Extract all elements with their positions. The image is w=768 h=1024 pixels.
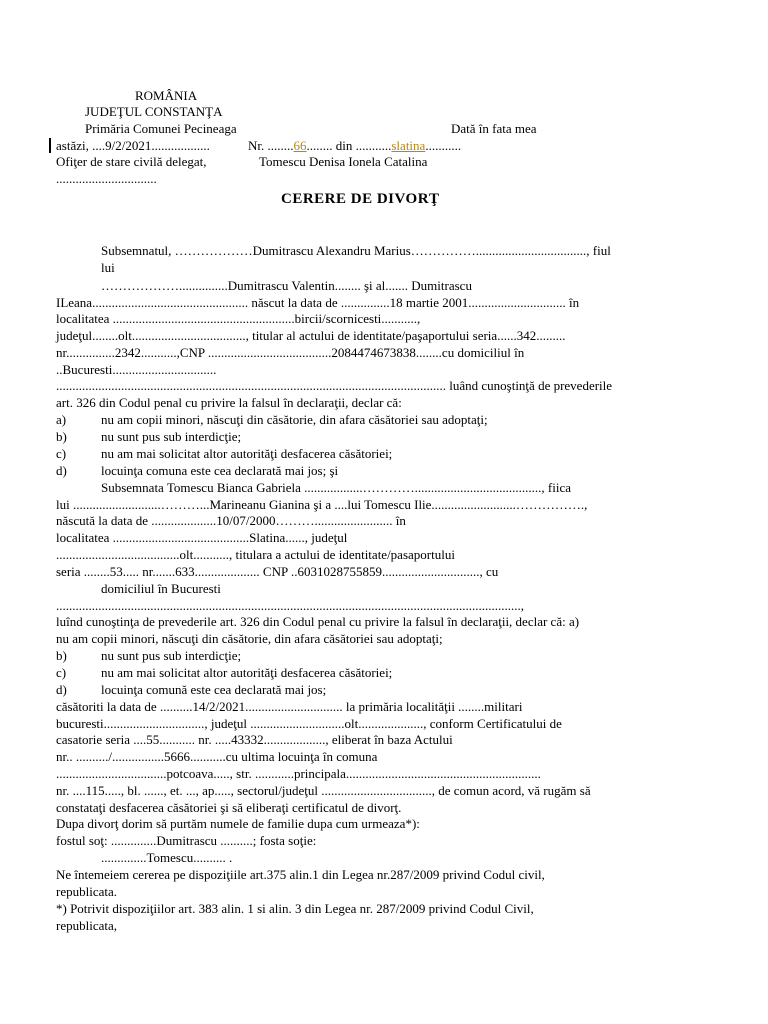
nr-value-link[interactable]: 66 [293,138,307,153]
body-line: căsătoriti la data de ..........14/2/2021.............................. la primăria localităţii ........militari [56,699,523,714]
body-line: născută la data de ....................10/07/2000………........................ în [56,513,406,528]
body-line: nu sunt pus sub interdicţie; [101,429,242,444]
body-line: constataţi desfacerea căsătoriei şi să eliberaţi certificatul de divorţ. [56,800,402,815]
text-cursor [49,138,51,153]
body-line: ..................................potcoava....., str. ............principala............................................................ [56,766,541,781]
body-line: nu am mai solicitat altor autorităţi desfacerea căsătoriei; [101,665,393,680]
body-line: locuinţa comuna este cea declarată mai jos; şi [101,463,339,478]
body-line: nu am mai solicitat altor autorităţi desfacerea căsătoriei; [101,446,393,461]
body-line: ………………...............Dumitrascu Valentin........ şi al....... Dumitrascu [101,278,472,293]
today-dots: .................. [151,138,210,153]
body-line: ..............Tomescu.......... . [101,850,233,865]
body-line: localitatea ..........................................Slatina......, judeţul [56,530,348,545]
body-line: nr...............2342...........,CNP ......................................2084474673838........cu domiciliul în [56,345,525,360]
body-line: domiciliul în Bucuresti [101,581,221,596]
body-line: bucuresti..............................., judeţul .............................olt...................., conform Certificatului de [56,716,562,731]
nr-dots: ........ din ........... [306,138,392,153]
din-value-link[interactable]: slatina [391,138,426,153]
body-line: b) [56,429,67,444]
header-date-label: Dată în fata mea [451,121,537,136]
body-line: nu am copii minori, născuţi din căsătorie, din afara căsătoriei sau adoptaţi; [101,412,488,427]
body-line: ILeana................................................ născut la data de ...............18 martie 2001.............................. în [56,295,580,310]
officer-dots: ............................... [56,171,157,186]
body-line: nr. ....115....., bl. ......, et. ..., ap....., sectorul/judeţul .................................., de comun acord, vă rugăm să [56,783,591,798]
document-title: CERERE DE DIVORŢ [281,191,440,207]
today-date: 9/2/2021 [105,138,152,153]
nr-prefix: Nr. ........ [248,138,294,153]
header-country: ROMÂNIA [135,88,198,103]
body-line: fostul soţ: ..............Dumitrascu ..........; fosta soţie: [56,833,317,848]
body-line: d) [56,463,67,478]
body-line: nr.. ........../................5666...........cu ultima locuinţa în comuna [56,749,378,764]
header-today-line [56,138,210,155]
body-line: republicata, [56,918,117,933]
body-line: c) [56,446,67,461]
body-line: ..Bucuresti................................ [56,362,217,377]
body-line: Subsemnata Tomescu Bianca Gabriela ..................…………......................................., fiica [101,480,572,495]
body-line: a) [56,412,67,427]
header-county: JUDEŢUL CONSTANŢA [85,104,223,119]
body-line: d) [56,682,67,697]
body-line: casatorie seria ....55........... nr. .....43332..................., eliberat în baza Actului [56,732,453,747]
today-prefix: astăzi, .... [56,138,106,153]
body-line: nu sunt pus sub interdicţie; [101,648,242,663]
header-townhall: Primăria Comunei Pecineaga [85,121,237,136]
body-line: Subsemnatul, ………………Dumitrascu Alexandru Marius…………….................................., fiul [101,243,611,258]
officer-name: Tomescu Denisa Ionela Catalina [259,154,428,169]
body-line: seria ........53..... nr.......633.................... CNP ..6031028755859.............................., cu [56,564,499,579]
body-line: c) [56,665,67,680]
body-line: art. 326 din Codul penal cu privire la falsul în declaraţii, declar că: [56,395,402,410]
body-line: localitatea ........................................................bircii/scornicesti..........., [56,311,421,326]
body-line: ..............................................................................................................................................., [56,598,524,613]
body-line: b) [56,648,67,663]
body-line: locuinţa comună este cea declarată mai jos; [101,682,327,697]
body-line: judeţul........olt..................................., titular al actului de identitate/paşaportului seria......342......... [56,328,566,343]
body-line: Ne întemeiem cererea pe dispoziţiile art.375 alin.1 din Legea nr.287/2009 privind Codul civil, [56,867,545,882]
body-line: Dupa divorţ dorim să purtăm numele de familie dupa cum urmeaza*): [56,816,420,831]
body-line: ......................................olt..........., titulara a actului de identitate/pasaportului [56,547,455,562]
body-line: lui ...........................………...Marineanu Gianina şi a ....lui Tomescu Ilie..........................……………., [56,497,588,512]
officer-label: Ofiţer de stare civilă delegat, [56,154,207,169]
body-line: luînd cunoştinţa de prevederile art. 326 din Codul penal cu privire la falsul în declaraţii, declar că: a) [56,614,580,629]
body-line: republicata. [56,884,117,899]
body-line: lui [101,260,115,275]
body-line: nu am copii minori, născuţi din căsătorie, din afara căsătoriei sau adoptaţi; [56,631,443,646]
body-line: ........................................................................................................................ luând cunoştinţă de prevederile [56,378,613,393]
header-nr-line [248,138,461,155]
body-line: *) Potrivit dispoziţiilor art. 383 alin. 1 si alin. 3 din Legea nr. 287/2009 privind Codul Civil, [56,901,534,916]
din-dots: ........... [425,138,462,153]
